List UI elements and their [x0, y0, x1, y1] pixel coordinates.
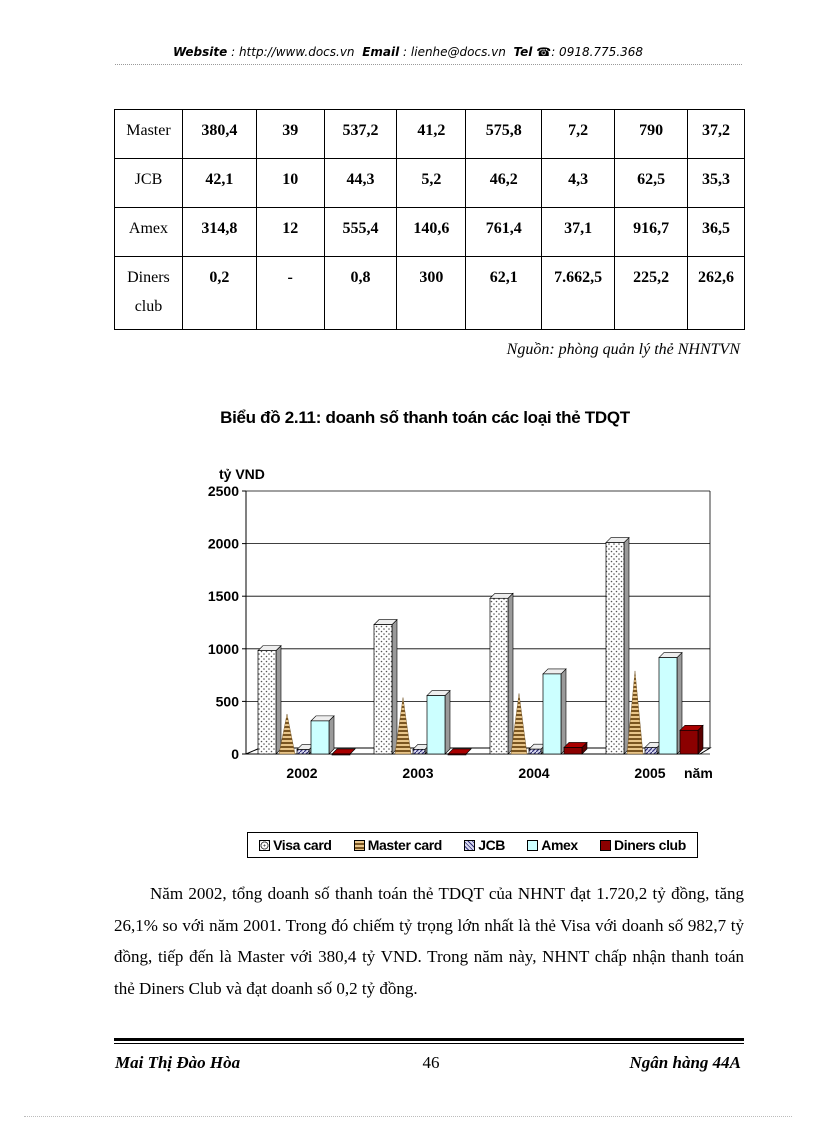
- legend-entry: [259, 837, 331, 853]
- table-cell: 0,2: [182, 257, 256, 330]
- table-cell: 41,2: [397, 110, 466, 159]
- y-tick-label: 1000: [207, 640, 239, 657]
- footer-class: Ngân hàng 44A: [629, 1053, 741, 1072]
- bar-side-3-2002: [329, 716, 334, 754]
- y-tick-label: 500: [215, 693, 239, 710]
- phone-icon: ☎: [536, 45, 552, 59]
- table-cell: 262,6: [688, 257, 745, 330]
- legend-label: Visa card: [273, 837, 332, 853]
- legend-swatch: [354, 840, 365, 851]
- email-label: Email: [362, 45, 400, 59]
- table-cell: 46,2: [466, 159, 542, 208]
- table-cell: 7,2: [542, 110, 615, 159]
- bar-diners-club-2002: [332, 754, 350, 755]
- legend-entry: [600, 837, 686, 853]
- table-cell: 37,2: [688, 110, 745, 159]
- bar-side-0-2004: [508, 593, 513, 754]
- table-cell: 44,3: [324, 159, 397, 208]
- table-cell: 225,2: [615, 257, 688, 330]
- table-cell: 300: [397, 257, 466, 330]
- table-cell: 36,5: [688, 208, 745, 257]
- table-cell: 62,1: [466, 257, 542, 330]
- table-cell: -: [256, 257, 324, 330]
- bar-diners-club-2005: [680, 730, 698, 754]
- paragraph: Năm 2002, tổng doanh số thanh toán thẻ TDQT của NHNT đạt 1.720,2 tỷ đồng, tăng 26,1% so với năm 2001. Trong đó chiếm tỷ trọng lớn nhất là thẻ Visa với doanh số 982,7 tỷ đồng, tiếp đến là Master với 380,4 tỷ VND. Trong năm này, NHNT chấp nhận thanh toán thẻ Diners Club và đạt doanh số 0,2 tỷ đồng.: [114, 884, 744, 998]
- bar-side-0-2003: [392, 620, 397, 754]
- y-tick-label: 2000: [207, 535, 239, 552]
- x-tick-label: 2004: [518, 765, 550, 781]
- x-tick-label: 2002: [286, 765, 318, 781]
- bar-visa-card-2004: [490, 598, 508, 754]
- table-cell: 4,3: [542, 159, 615, 208]
- y-axis-label: tỷ VND: [219, 466, 265, 482]
- website-label: Website: [172, 45, 228, 59]
- x-axis-label: năm: [684, 765, 713, 781]
- table-cell: 790: [615, 110, 688, 159]
- table-cell: 37,1: [542, 208, 615, 257]
- bar-visa-card-2005: [606, 543, 624, 754]
- legend-entry: [464, 837, 505, 853]
- legend-swatch: [527, 840, 538, 851]
- bar-jcb-2003: [413, 749, 425, 754]
- y-tick-label: 0: [231, 746, 239, 762]
- x-tick-label: 2005: [634, 765, 666, 781]
- table-cell: 537,2: [324, 110, 397, 159]
- table-cell: 42,1: [182, 159, 256, 208]
- table-cell: 314,8: [182, 208, 256, 257]
- page-bottom-divider: [24, 1116, 792, 1117]
- tel-number: : 0918.775.368: [551, 45, 644, 59]
- email-address: : lienhe@docs.vn: [403, 45, 506, 59]
- table-cell: 916,7: [615, 208, 688, 257]
- row-label: Amex: [115, 208, 183, 257]
- bar-side-0-2002: [276, 646, 281, 754]
- bar-jcb-2004: [529, 749, 541, 754]
- bar-diners-club-2003: [448, 754, 466, 755]
- table-cell: 7.662,5: [542, 257, 615, 330]
- bar-side-0-2005: [624, 538, 629, 754]
- footer-divider-thin: [114, 1043, 744, 1044]
- table-cell: 10: [256, 159, 324, 208]
- table-cell: 12: [256, 208, 324, 257]
- bar-visa-card-2002: [258, 651, 276, 754]
- row-label: JCB: [115, 159, 183, 208]
- legend-label: Master card: [367, 837, 442, 853]
- legend-swatch: [259, 840, 270, 851]
- legend-label: JCB: [478, 837, 506, 853]
- row-label: Master: [115, 110, 183, 159]
- y-tick-label: 2500: [207, 483, 239, 499]
- body-text: [114, 878, 744, 1004]
- bar-master-card-2003: [395, 697, 411, 754]
- table-source: Nguồn: phòng quản lý thẻ NHNTVN: [506, 341, 740, 358]
- legend-entry: [527, 837, 578, 853]
- legend-swatch: [600, 840, 611, 851]
- bar-amex-2003: [427, 696, 445, 754]
- footer-divider-thick: [114, 1038, 744, 1041]
- y-tick-label: 1500: [207, 588, 239, 605]
- x-tick-label: 2003: [402, 765, 434, 781]
- chart-legend: [247, 832, 698, 858]
- tel-label: Tel: [513, 45, 533, 59]
- row-label: Diners club: [115, 257, 183, 330]
- website-url: : http://www.docs.vn: [231, 45, 355, 59]
- bar-amex-2002: [311, 721, 329, 754]
- bar-side-3-2004: [561, 669, 566, 754]
- table-cell: 140,6: [397, 208, 466, 257]
- bar-master-card-2005: [627, 671, 643, 754]
- bar-side-3-2003: [445, 691, 450, 754]
- bar-amex-2004: [543, 674, 561, 754]
- legend-label: Diners club: [614, 837, 686, 853]
- bar-jcb-2005: [645, 747, 657, 754]
- legend-label: Amex: [541, 837, 578, 853]
- plot-wall: [246, 491, 256, 754]
- table-cell: 62,5: [615, 159, 688, 208]
- bar-amex-2005: [659, 658, 677, 754]
- table-cell: 761,4: [466, 208, 542, 257]
- bar-master-card-2004: [511, 693, 527, 754]
- legend-swatch: [464, 840, 475, 851]
- table-cell: 35,3: [688, 159, 745, 208]
- bar-visa-card-2003: [374, 625, 392, 754]
- chart-title: Biểu đồ 2.11: doanh số thanh toán các loại thẻ TDQT: [220, 408, 630, 427]
- bar-master-card-2002: [279, 714, 295, 754]
- footer-author: Mai Thị Đào Hòa: [115, 1053, 241, 1072]
- table-cell: 380,4: [182, 110, 256, 159]
- table-cell: 0,8: [324, 257, 397, 330]
- table-cell: 575,8: [466, 110, 542, 159]
- table-cell: 555,4: [324, 208, 397, 257]
- legend-entry: [354, 837, 442, 853]
- bar-jcb-2002: [297, 750, 309, 754]
- page-number: 46: [422, 1053, 440, 1072]
- table-cell: 39: [256, 110, 324, 159]
- bar-diners-club-2004: [564, 747, 582, 754]
- table-cell: 5,2: [397, 159, 466, 208]
